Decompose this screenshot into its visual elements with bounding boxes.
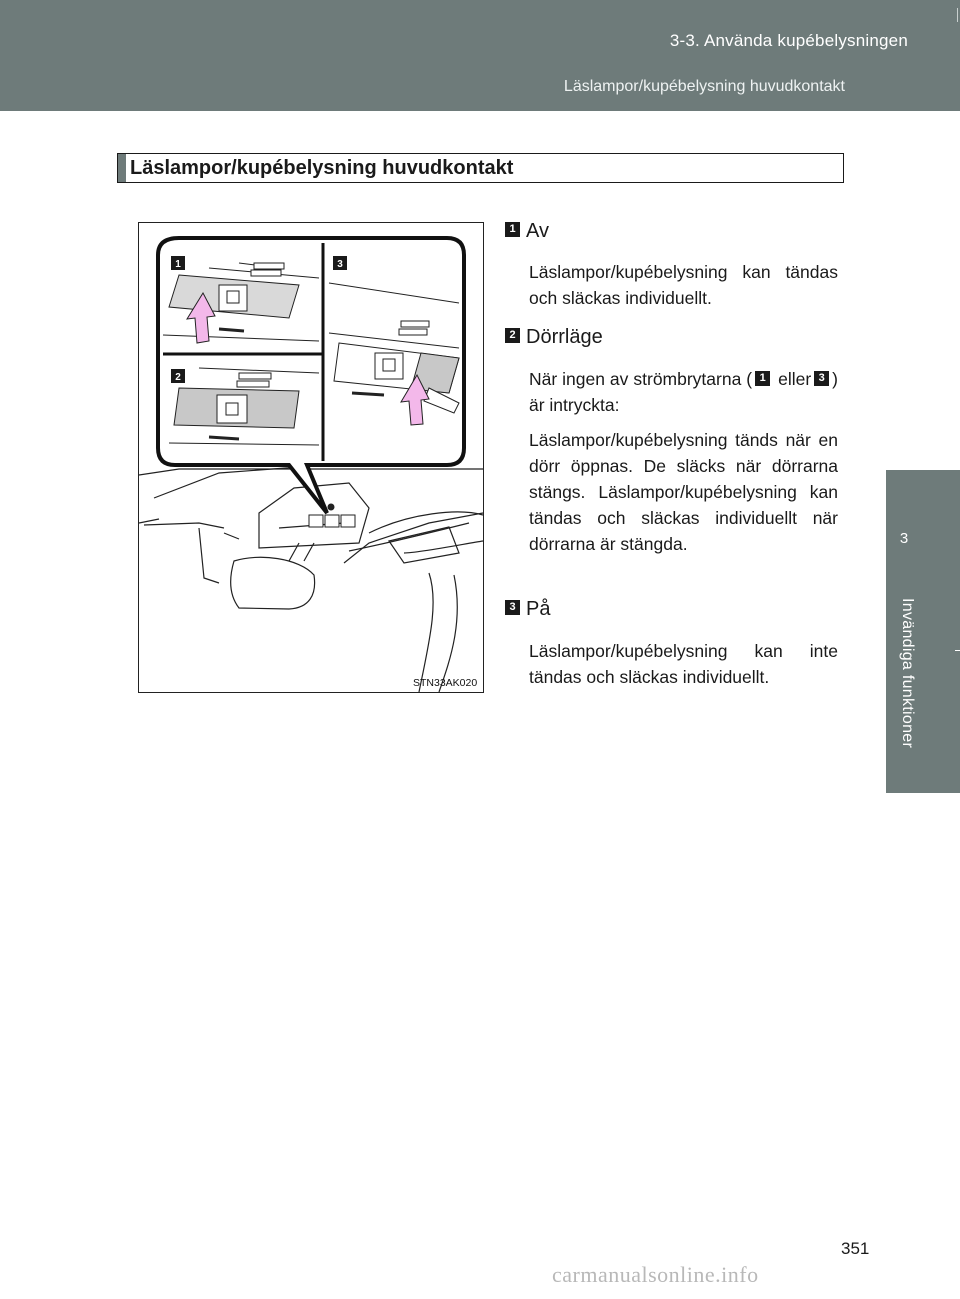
item-2-title (505, 326, 603, 349)
watermark: carmanualsonline.info (552, 1262, 759, 1287)
console-switches (309, 504, 355, 527)
chapter-tab[interactable] (886, 470, 960, 588)
page-number: 351 (841, 1239, 870, 1258)
badge-2: 2 (175, 372, 181, 383)
heading-text: Läslampor/kupébelysning huvudkontakt (130, 157, 514, 179)
badge-1: 1 (175, 259, 181, 270)
item-2-condition (529, 366, 838, 418)
item-1-title (505, 220, 549, 243)
item-3-text: Läslampor/kupébelysning kan inte tändas och släckas individuellt. (529, 641, 838, 687)
inline-badge-3: 3 (814, 371, 829, 386)
item-1-text: Läslampor/kupébelysning kan tändas och släckas individuellt. (529, 262, 838, 308)
item-2-badge: 2 (505, 328, 520, 343)
header-tick (957, 8, 958, 22)
item-2-condition-end: ) är intryckta: (529, 369, 838, 415)
item-3-title (505, 598, 550, 621)
section-subtitle: Läslampor/kupébelysning huvudkontakt (563, 78, 845, 95)
section-title: 3-3. Använda kupébelysningen (669, 31, 908, 50)
item-2-condition-start: När ingen av strömbrytarna ( (529, 369, 753, 389)
item-1-badge: 1 (505, 222, 520, 237)
item-3-label: På (526, 598, 551, 620)
inline-badge-1: 1 (755, 371, 770, 386)
item-2-label: Dörrläge (526, 326, 603, 348)
item-2-condition-mid: eller (778, 369, 812, 389)
tab-dash (955, 650, 960, 651)
switch-illustration (138, 222, 484, 693)
illustration-svg (139, 223, 483, 692)
heading-accent-bar (118, 154, 126, 182)
chapter-number: 3 (899, 530, 909, 547)
item-3-badge: 3 (505, 600, 520, 615)
chapter-label: Invändiga funktioner (899, 598, 916, 749)
section-heading (117, 153, 844, 183)
item-2-text: Läslampor/kupébelysning tänds när en dörr öppnas. De släcks när dörrarna stängs. Läslampor/kupébelysning kan tändas och släckas individuellt när dörrarna är stängda. (529, 430, 838, 554)
badge-3: 3 (337, 259, 343, 270)
figure-code: STN33AK020 (413, 677, 478, 689)
item-1-label: Av (526, 220, 549, 242)
car-interior-lines (139, 467, 483, 692)
